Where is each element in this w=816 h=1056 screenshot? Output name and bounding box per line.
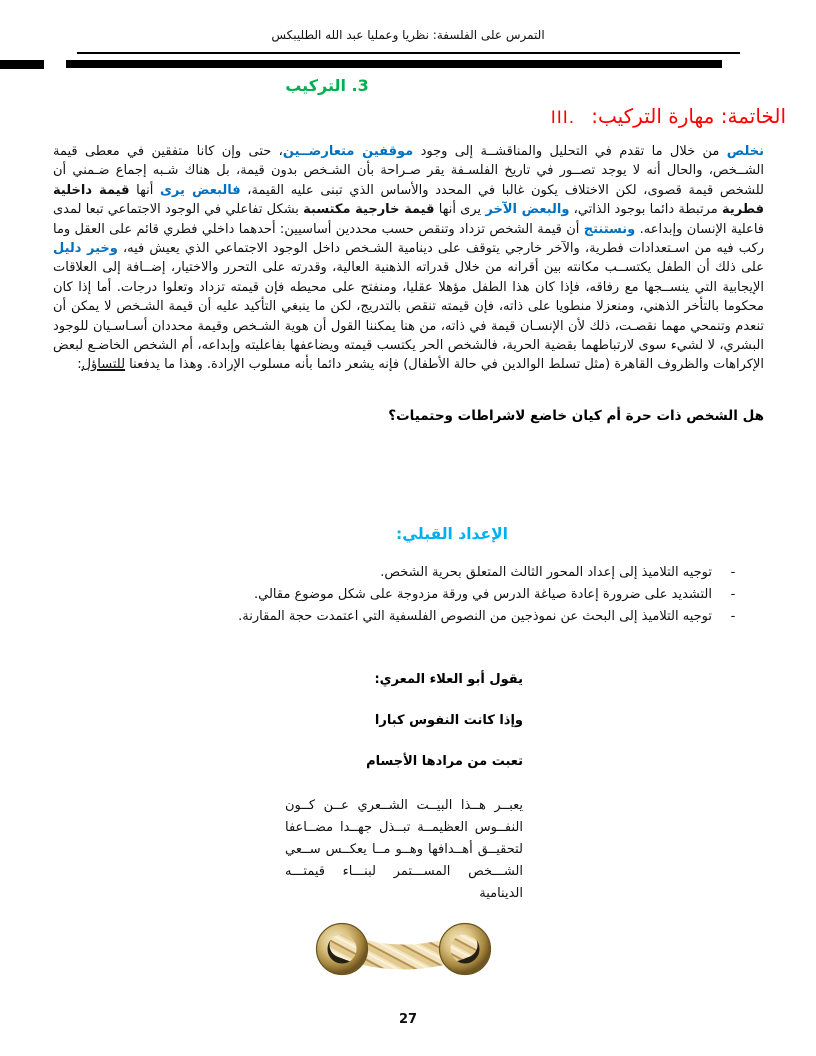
paragraph-segment: ونستنتج: [583, 221, 636, 237]
paragraph-segment: نخلص: [726, 144, 764, 159]
left-edge-bar: [0, 60, 44, 69]
header-rule: [77, 52, 740, 54]
paragraph-segment: وخير دليل: [53, 241, 118, 257]
conclusion-heading-text: الخاتمة: مهارة التركيب:: [591, 104, 786, 128]
philosophical-question: هل الشخص ذات حرة أم كيان خاضع لاشراطات وحتميات؟: [388, 408, 764, 424]
poem-verse-2: تعبت من مرادها الأجسام: [366, 754, 523, 769]
paragraph-segment: :: [77, 357, 82, 373]
paragraph-segment: مرتبطة دائما بوجود الذاتي،: [569, 202, 722, 218]
page-number: 27: [398, 1012, 418, 1027]
prep-heading: الإعداد القبلي:: [396, 525, 508, 543]
paragraph-segment: يرى أنها: [434, 202, 486, 218]
paragraph-segment: بشكل تفاعلي في الوجود الاجتماعي تبعا لمدى فاعلية الإنسان وإبداعه.: [53, 202, 764, 237]
prep-list-item-text: التشديد على ضرورة إعادة صياغة الدرس في ورقة مزدوجة على شكل موضوع مقالي.: [253, 587, 712, 602]
prep-list-item-text: توجيه التلاميذ إلى إعداد المحور الثالث المتعلق بحرية الشخص.: [380, 565, 712, 580]
prep-list: [88, 562, 738, 628]
paragraph-segment: على ذلك أن الطفل يكتســب مكانته بين أقرانه من خلال قدراته الذهنية العالية، وقدرته على التحرر والاختيار، إضــافة إلى العلاقات الإيجابية التي ينســجها مع رفاقه، فإذا كان هذا الطفل مؤهلا عقليا، ومنفتح على محيطه فإن قيمته تزداد وتعلوا درجات. أما إذا كان محكوما بالتأخر الذهني، ومنعزلا منطويا على ذاته، فإن قيمته تنقص بالتدريج، لكن ما ينبغي التأكيد عليه أن قيمة الشـخص لا يمكن أن تنعدم وتنمحي مهما نقصـت، ذلك لأن الإنسـان قيمة في ذاته، من هنا يمكننا القول أن هوية الشـخص وقيمة محددان أسـاسـيان للوجود البشري، لا لشيء سوى لارتباطهما بقضية الحرية، فالشخص الحر يكتسب قيمته ويضاعفها بفاعليته وإبداعه، أم الشخص الخاضـع لبعض الإكراهات والظروف القاهرة (مثل تسلط الوالدين في حالة الأطفال) فإنه يشعر دائما بأنه مسلوب الإرادة. وهذا ما يدفعنا: [53, 260, 764, 373]
poem-intro: يقول أبو العلاء المعري:: [374, 672, 523, 687]
paragraph-segment: من خلال ما تقدم في التحليل والمناقشــة إلى وجود: [413, 144, 727, 159]
prep-list-item: [88, 606, 738, 628]
list-dash-marker: -: [730, 565, 736, 580]
section-heading: 3. التركيب: [285, 76, 369, 95]
header-title: التمرس على الفلسفة: نظريا وعمليا عبد الله الطليبكس: [271, 28, 545, 42]
rope-image: [309, 919, 499, 981]
paragraph-segment: موقفين متعارضــين: [282, 144, 414, 159]
paragraph-segment: ، حتى وإن كانا متفقين في معطى قيمة الشــخص، والحال أنه لا يوجد تصــور في تاريخ الفلسـفة يقر صـراحة بأن الشـخص بدون قيمة، بل هناك شـبه إجماع ضـمني أن للشخص قيمة قصوى، لكن الاختلاف يكون غالبا في المحدد والأساس الذي تبنى عليه القيمة،: [53, 144, 765, 198]
prep-list-item-text: توجيه التلاميذ إلى البحث عن نموذجين من النصوص الفلسفية التي اعتمدت حجة المقارنة.: [238, 609, 712, 624]
poem-verse-1: وإذا كانت النفوس كبارا: [374, 713, 523, 728]
prep-list-item: [88, 562, 738, 584]
header-thick-bar: [66, 60, 722, 68]
prep-list-item: [88, 584, 738, 606]
paragraph-segment: والبعض الآخر: [485, 202, 570, 218]
list-dash-marker: -: [730, 587, 736, 602]
conclusion-heading-numeral: III.: [550, 108, 576, 128]
list-dash-marker: -: [730, 609, 736, 624]
conclusion-heading: [551, 104, 786, 128]
paragraph-segment: قيمة داخلية فطرية: [53, 182, 764, 218]
paragraph-segment: للتساؤل: [81, 357, 126, 373]
paragraph-segment: قيمة خارجية مكتسبة: [303, 202, 435, 218]
main-paragraph: [53, 142, 764, 375]
paragraph-segment: أن قيمة الشخص تزداد وتنقص حسب محددين أساسيين: أحدهما داخلي فطري قائم على العقل وما ركب فيه من اسـتعدادات فطرية، والآخر خارجي يتوقف على دينامية الشـخص داخل الوجود الاجتماعي الذي يعيش فيه،: [53, 221, 765, 257]
paragraph-segment: أنها: [129, 182, 161, 198]
poem-block: [285, 672, 523, 981]
poem-explanation: يعبــر هــذا البيــت الشــعري عــن كــون النفــوس العظيمــة تبــذل جهــدا مضــاعفا لتحقيــق أهــدافها وهــو مــا يعكــس ســعي الشـــخص المســـتمر لبنـــاء قيمتـــه الدينامية: [285, 798, 523, 901]
paragraph-segment: فالبعض يرى: [160, 182, 241, 198]
